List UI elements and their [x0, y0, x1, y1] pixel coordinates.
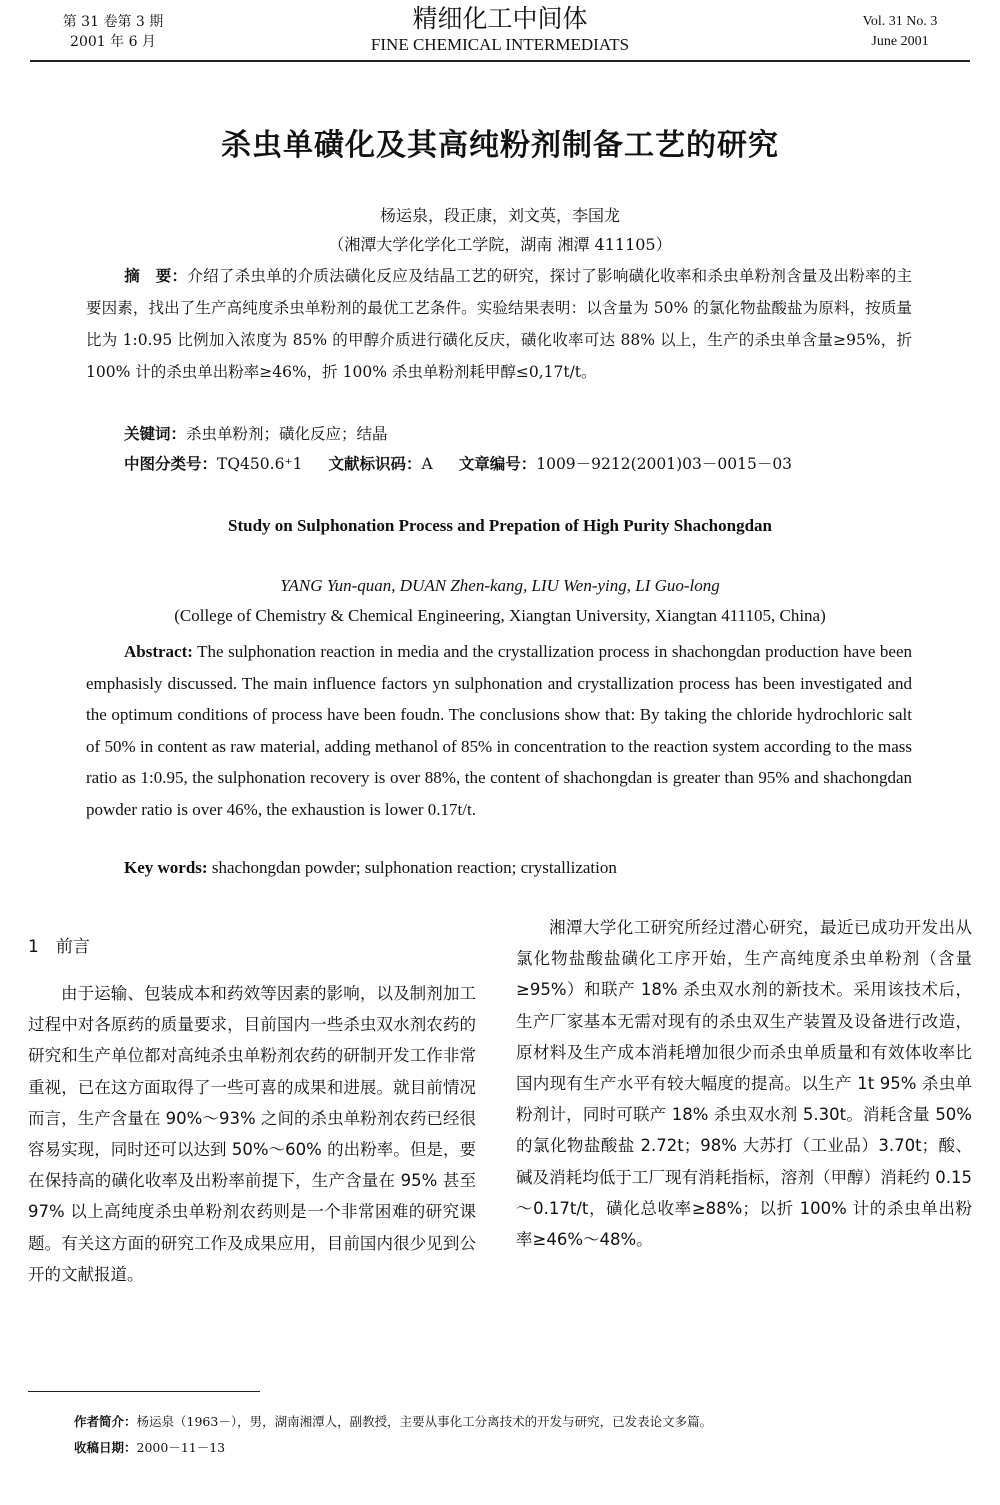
body-column-left: [28, 978, 476, 1290]
volume-issue-en: Vol. 31 No. 3: [862, 14, 938, 29]
body-paragraph: 由于运输、包装成本和药效等因素的影响，以及制剂加工过程中对各原药的质量要求，目前国内一些杀虫双水剂农药的研究和生产单位都对高纯杀虫单粉剂农药的研制开发工作非常重视，已在这方面取得了一些可喜的成果和进展。就目前情况而言，生产含量在 90%～93% 之间的杀虫单粉剂农药已经很容易实现，同时还可以达到 50%～60% 的出粉率。但是，要在保持高的磺化收率及出粉率前提下，生产含量在 95% 甚至 97% 以上高纯度杀虫单粉剂农药则是一个非常困难的研究课题。有关这方面的研究工作及成果应用，目前国内很少见到公开的文献报道。: [28, 984, 476, 1284]
keywords-cn-text: 杀虫单粉剂；磺化反应；结晶: [186, 425, 388, 443]
footnote-rule: [28, 1391, 260, 1392]
received-date-label: 收稿日期：: [74, 1440, 137, 1455]
running-header-center: [300, 4, 700, 56]
date-en: June 2001: [871, 34, 929, 49]
footnote-received: [74, 1438, 954, 1458]
classification-line: [124, 449, 914, 479]
affiliation-en: (College of Chemistry & Chemical Engineering, Xiangtan University, Xiangtan 411105, China): [174, 606, 826, 625]
date-cn: 2001 年 6 月: [70, 34, 156, 50]
footnote-author: [74, 1412, 954, 1432]
doc-code-label: 文献标识码：: [328, 455, 422, 473]
article-number-label: 文章编号：: [458, 455, 537, 473]
keywords-en: [124, 853, 914, 883]
abstract-en-text: The sulphonation reaction in media and the crystallization process in shachongdan production have been emphasisly discussed. The main influence factors yn sulphonation and crystallization process has been investigated and the optimum conditions of process have been foudn. The conclusions show that: By taking the chloride hydrochloric salt of 50% in content as raw material, adding methanol of 85% in concentration to the reaction system according to the mass ratio as 1:0.95, the sulphonation recovery is over 88%, the content of shachongdan is greater than 95% and shachongdan powder ratio is over 46%, the exhaustion is lower 0.17t/t.: [86, 642, 912, 819]
paper-title-en: Study on Sulphonation Process and Prepation of High Purity Shachongdan: [228, 516, 772, 535]
running-header-right: [830, 12, 970, 52]
section-heading-introduction: 1 前言: [28, 937, 90, 957]
author-bio-text: 杨运泉（1963－），男，湖南湘潭人，副教授，主要从事化工分离技术的开发与研究，已发表论文多篇。: [136, 1414, 713, 1429]
authors-en: YANG Yun-quan, DUAN Zhen-kang, LIU Wen-ying, LI Guo-long: [280, 576, 720, 595]
clc-label: 中图分类号：: [124, 455, 218, 473]
body-column-right: [516, 912, 972, 1255]
abstract-en-label: Abstract:: [124, 642, 193, 661]
affiliation-cn: （湘潭大学化学化工学院，湖南 湘潭 411105）: [328, 235, 672, 254]
abstract-cn: [86, 260, 912, 388]
journal-name-cn: 精细化工中间体: [412, 4, 588, 33]
abstract-cn-text: 介绍了杀虫单的介质法磺化反应及结晶工艺的研究，探讨了影响磺化收率和杀虫单粉剂含量及出粉率的主要因素，找出了生产高纯度杀虫单粉剂的最优工艺条件。实验结果表明：以含量为 50% 的氯化物盐酸盐为原料，按质量比为 1:0.95 比例加入浓度为 85% 的甲醇介质进行磺化反庆，磺化收率可达 88% 以上，生产的杀虫单含量≥95%，折 100% 计的杀虫单出粉率≥46%，折 100% 杀虫单粉剂耗甲醇≤0,17t/t。: [86, 267, 912, 381]
header-rule: [30, 60, 970, 62]
running-header-left: [38, 12, 188, 52]
doc-code-value: A: [421, 455, 433, 473]
keywords-en-label: Key words:: [124, 858, 208, 877]
keywords-en-text: shachongdan powder; sulphonation reaction; crystallization: [211, 858, 617, 877]
abstract-en: [86, 636, 912, 825]
author-bio-label: 作者简介：: [74, 1414, 137, 1429]
body-paragraph: 湘潭大学化工研究所经过潜心研究，最近已成功开发出从氯化物盐酸盐磺化工序开始，生产高纯度杀虫单粉剂（含量≥95%）和联产 18% 杀虫双水剂的新技术。采用该技术后，生产厂家基本无需对现有的杀虫双生产装置及设备进行改造，原材料及生产成本消耗增加很少而杀虫单质量和有效体收率比国内现有生产水平有较大幅度的提高。以生产 1t 95% 杀虫单粉剂计，同时可联产 18% 杀虫双水剂 5.30t。消耗含量 50% 的氯化物盐酸盐 2.72t；98% 大苏打（工业品）3.70t；酸、碱及消耗均低于工厂现有消耗指标，溶剂（甲醇）消耗约 0.15～0.17t/t，磺化总收率≥88%；以折 100% 计的杀虫单出粉率≥46%～48%。: [516, 918, 972, 1250]
received-date-text: 2000－11－13: [136, 1440, 226, 1455]
keywords-cn-label: 关键词：: [124, 425, 187, 443]
keywords-cn: [124, 419, 914, 449]
volume-issue-cn: 第 31 卷第 3 期: [62, 14, 164, 30]
article-number-value: 1009－9212(2001)03－0015－03: [536, 455, 793, 473]
clc-value: TQ450.6⁺1: [217, 455, 303, 473]
abstract-cn-label: 摘 要：: [124, 267, 188, 285]
authors-cn: 杨运泉，段正康，刘文英，李国龙: [379, 206, 620, 225]
paper-title-cn: 杀虫单磺化及其高纯粉剂制备工艺的研究: [221, 128, 779, 163]
journal-name-en: FINE CHEMICAL INTERMEDIATS: [370, 35, 630, 54]
